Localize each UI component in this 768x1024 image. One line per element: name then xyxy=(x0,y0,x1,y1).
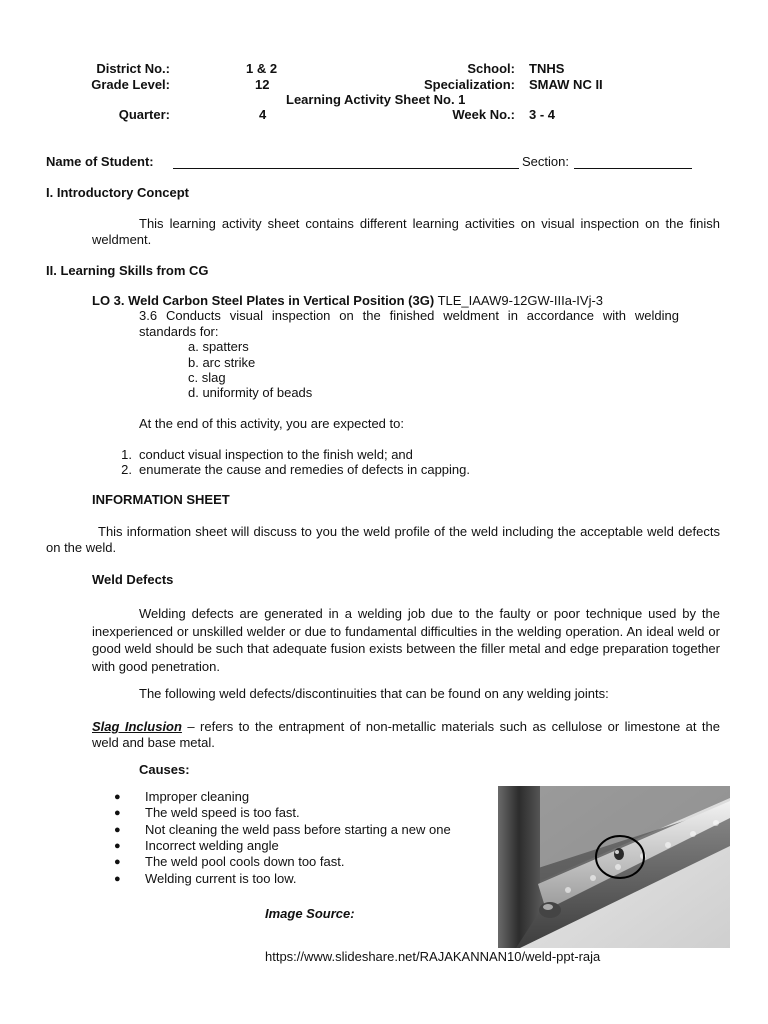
student-name-label: Name of Student: xyxy=(46,154,154,169)
competency-text: 3.6 Conducts visual inspection on the finished weldment in accordance with welding standards for: xyxy=(139,308,679,339)
objective-text: conduct visual inspection to the finish weld; and xyxy=(139,447,413,462)
image-source-link[interactable]: https://www.slideshare.net/RAJAKANNAN10/weld-ppt-raja xyxy=(265,949,601,964)
district-label: District No.: xyxy=(96,61,170,76)
intro-heading: I. Introductory Concept xyxy=(46,185,189,200)
specialization-label: Specialization: xyxy=(423,77,515,92)
sheet-title: Learning Activity Sheet No. 1 xyxy=(286,92,466,107)
school-label: School: xyxy=(467,61,515,76)
week-label: Week No.: xyxy=(452,107,515,122)
school-value: TNHS xyxy=(529,61,565,76)
standard-item: c. slag xyxy=(188,370,226,385)
info-heading: INFORMATION SHEET xyxy=(92,492,230,507)
section-label: Section: xyxy=(522,154,569,169)
learning-outcome xyxy=(92,293,603,309)
cause-item: Improper cleaning xyxy=(145,789,250,804)
skills-heading: II. Learning Skills from CG xyxy=(46,263,209,278)
cause-item: The weld pool cools down too fast. xyxy=(145,854,345,869)
slag-inclusion-photo xyxy=(498,786,730,948)
defects-heading: Weld Defects xyxy=(92,572,174,587)
lo-code: TLE_IAAW9-12GW-IIIa-IVj-3 xyxy=(437,293,604,308)
grade-label: Grade Level: xyxy=(91,77,170,92)
bullet-icon: ● xyxy=(114,840,121,852)
cause-item: Welding current is too low. xyxy=(145,871,297,886)
quarter-label: Quarter: xyxy=(118,107,170,122)
specialization-value: SMAW NC II xyxy=(529,77,603,92)
district-value: 1 & 2 xyxy=(246,61,278,76)
slag-inclusion-definition xyxy=(92,719,720,751)
bullet-icon: ● xyxy=(114,873,121,885)
bullet-icon: ● xyxy=(114,807,121,819)
grade-value: 12 xyxy=(255,77,270,92)
image-source-label: Image Source: xyxy=(265,906,355,921)
slag-inclusion-text: – refers to the entrapment of non-metallic materials such as cellulose or limestone at the weld and base metal. xyxy=(92,719,720,750)
causes-heading: Causes: xyxy=(139,762,190,777)
student-name-field[interactable] xyxy=(173,155,519,169)
bullet-icon: ● xyxy=(114,856,121,868)
objective-number: 1. xyxy=(121,447,132,462)
defects-paragraph: Welding defects are generated in a welding job due to the faulty or poor technique used by the inexperienced or unskilled welder or due to fundamental difficulties in the welding operation. An ideal weld or good weld should be such that adequate fusion exists between the filler metal and edge preparation together with good penetration. xyxy=(92,606,720,674)
standard-item: d. uniformity of beads xyxy=(188,385,313,400)
objective-text: enumerate the cause and remedies of defects in capping. xyxy=(139,462,470,477)
bullet-icon: ● xyxy=(114,824,121,836)
standard-item: a. spatters xyxy=(188,339,249,354)
section-field[interactable] xyxy=(574,155,692,169)
cause-item: The weld speed is too fast. xyxy=(145,805,300,820)
bullet-icon: ● xyxy=(114,791,121,803)
quarter-value: 4 xyxy=(259,107,267,122)
lo-title: LO 3. Weld Carbon Steel Plates in Vertical Position (3G) xyxy=(92,293,435,308)
slag-inclusion-term: Slag Inclusion xyxy=(92,719,182,734)
info-text: This information sheet will discuss to you the weld profile of the weld including the acceptable weld defects on the weld. xyxy=(46,524,720,555)
standard-item: b. arc strike xyxy=(188,355,256,370)
intro-text: This learning activity sheet contains different learning activities on visual inspection on the finish weldment. xyxy=(92,216,720,247)
objective-number: 2. xyxy=(121,462,132,477)
expected-intro: At the end of this activity, you are expected to: xyxy=(139,416,404,431)
cause-item: Not cleaning the weld pass before starting a new one xyxy=(145,822,451,837)
week-value: 3 - 4 xyxy=(529,107,556,122)
defects-intro: The following weld defects/discontinuities that can be found on any welding joints: xyxy=(139,686,609,701)
cause-item: Incorrect welding angle xyxy=(145,838,279,853)
